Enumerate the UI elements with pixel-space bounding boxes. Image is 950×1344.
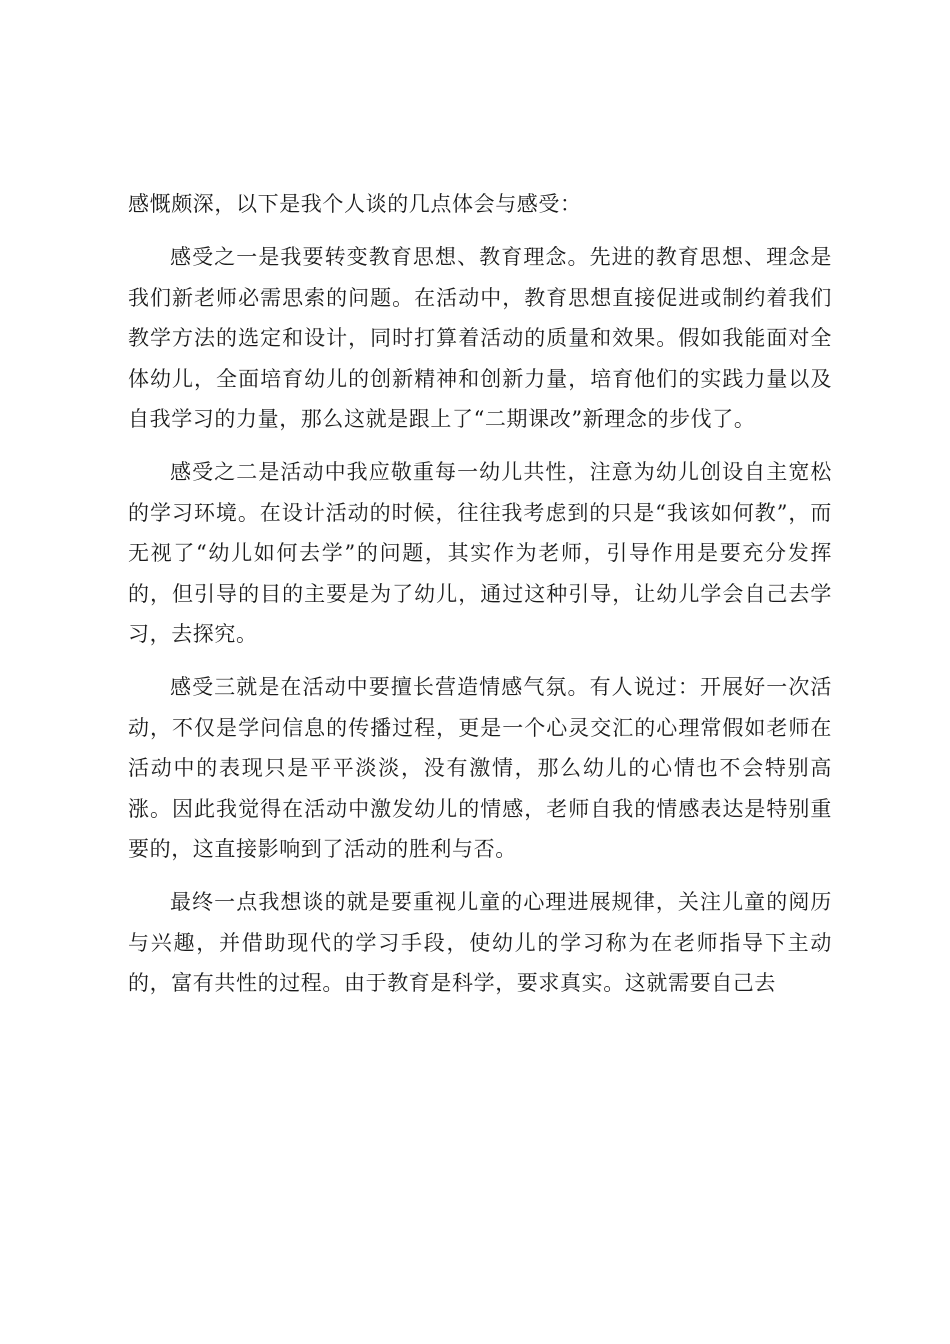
paragraph-feeling-two: 感受之二是活动中我应敬重每一幼儿共性，注意为幼儿创设自主宽松的学习环境。在设计活动的时候，往往我考虑到的只是“我该如何教”，而无视了“幼儿如何去学”的问题，其实作为老师，引导作用是要充分发挥的，但引导的目的主要是为了幼儿，通过这种引导，让幼儿学会自己去学习，去探究。 <box>128 460 832 646</box>
document-body <box>128 184 832 1016</box>
paragraph-final-point: 最终一点我想谈的就是要重视儿童的心理进展规律，关注儿童的阅历与兴趣，并借助现代的学习手段，使幼儿的学习称为在老师指导下主动的，富有共性的过程。由于教育是科学，要求真实。这就需要自己去 <box>128 890 832 995</box>
paragraph-feeling-three: 感受三就是在活动中要擅长营造情感气氛。有人说过：开展好一次活动，不仅是学问信息的传播过程，更是一个心灵交汇的心理常假如老师在活动中的表现只是平平淡淡，没有激情，那么幼儿的心情也不会特别高涨。因此我觉得在活动中激发幼儿的情感，老师自我的情感表达是特别重要的，这直接影响到了活动的胜利与否。 <box>128 675 832 861</box>
paragraph-intro-continuation: 感慨颇深，以下是我个人谈的几点体会与感受： <box>128 192 582 216</box>
paragraph-feeling-one: 感受之一是我要转变教育思想、教育理念。先进的教育思想、理念是我们新老师必需思索的问题。在活动中，教育思想直接促进或制约着我们教学方法的选定和设计，同时打算着活动的质量和效果。假如我能面对全体幼儿，全面培育幼儿的创新精神和创新力量，培育他们的实践力量以及自我学习的力量，那么这就是跟上了“二期课改”新理念的步伐了。 <box>128 245 832 431</box>
